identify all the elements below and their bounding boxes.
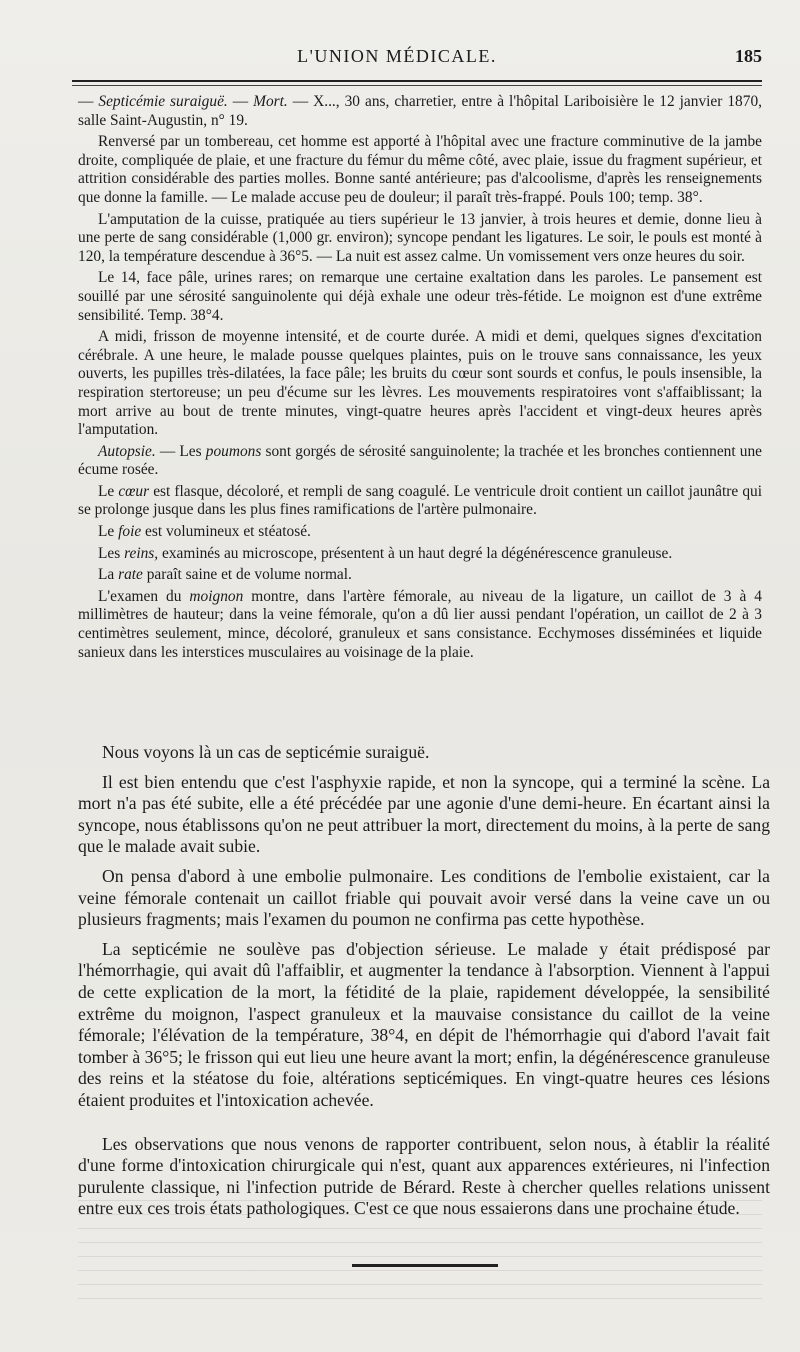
heart-text: est flasque, décoloré, et rempli de sang coagulé. Le ventricule droit contient un caillot jaunâtre qui se prolonge jusque dans les plus fines ramifications de l'artère pulmonaire. [78,482,762,519]
autopsy-stump [78,588,762,662]
discussion-paragraph-1: Nous voyons là un cas de septicémie suraiguë. [102,742,430,762]
autopsy-kidneys [78,545,762,564]
discussion-conclusion: Les observations que nous venons de rapporter contribuent, selon nous, à établir la réalité d'une forme d'intoxication chirurgicale qui n'est, quant aux apparences extérieures, ni l'infection purulente classique, ni l'infection putride de Bérard. Reste à chercher quelles relations unissent entre eux ces trois états pathologiques. C'est ce que nous essaierons dans une prochaine étude. [78,1133,770,1219]
autopsy-heart [78,483,762,520]
page-number: 185 [735,46,762,66]
header-rule-thin [72,85,762,86]
closing-rule [352,1264,498,1267]
page-header [72,46,762,80]
organ-heart: cœur [118,482,150,500]
spleen-text: paraît saine et de volume normal. [142,566,352,584]
heading-separator: — [227,93,254,110]
heart-pre: Le [98,482,119,500]
running-title: L'UNION MÉDICALE. [297,46,497,66]
organ-stump: moignon [189,587,244,605]
case-title: Septicémie suraiguë. [98,93,228,110]
autopsy-lungs [78,443,762,480]
case-paragraph-death: A midi, frisson de moyenne intensité, et de courte durée. A midi et demi, quelques signes d'excitation cérébrale. A une heure, le malade pousse quelques plaintes, puis on le trouve sans connaissance, les yeux ouverts, les pupilles très-dilatées, la face pâle; les bruits du cœur sont sourds et confus, le pouls insensible, la respiration stertoreuse; un peu d'écume sur les lèvres. Les mouvements respiratoires vont s'affaiblissant; la mort arrive au bout de trente minutes, vingt-quatre heures après l'accident et vingt-deux heures après l'amputation. [78,328,762,439]
kidneys-pre: Les [98,544,125,562]
stump-pre: L'examen du [98,587,190,605]
autopsy-liver [78,523,762,542]
organ-lungs: poumons [205,442,262,460]
liver-pre: Le [98,523,119,541]
spleen-pre: La [98,566,119,584]
discussion-paragraph-3: On pensa d'abord à une embolie pulmonaire. Les conditions de l'embolie existaient, car la veine fémorale contenait un caillot friable qui pouvait avoir versé dans la veine cave un ou plusieurs fragments; mais l'examen du poumon ne confirma pas cette hypothèse. [78,865,770,930]
heading-dash: — [78,93,99,110]
autopsy-lungs-text: sont gorgés de sérosité sanguinolente; la trachée et les bronches contiennent une écume rosée. [78,442,762,479]
case-paragraph-day14: Le 14, face pâle, urines rares; on remarque une certaine exaltation dans les paroles. Le pansement est souillé par une sérosité sanguinolente qui déjà exhale une odeur très-fétide. Le moignon est d'une extrême sensibilité. Temp. 38°4. [78,269,762,324]
organ-spleen: rate [118,566,143,584]
case-outcome: Mort. [253,93,288,110]
autopsy-label: Autopsie. [98,442,156,460]
discussion-paragraph-4: La septicémie ne soulève pas d'objection sérieuse. Le malade y était prédisposé par l'hémorrhagie, qui avait dû l'affaiblir, et augmenter la tendance à l'absorption. Viennent à l'appui de cette explication de la mort, la fétidité de la plaie, rapidement développée, la sensibilité extrême du moignon, l'aspect granuleux et la mauvaise consistance du caillot de la veine fémorale; l'élévation de la température, 38°4, en dépit de l'hémorrhagie qui d'abord l'avait fait tomber à 36°5; le frisson qui eut lieu une heure avant la mort; enfin, la dégénérescence granuleuse des reins et la stéatose du foie, altérations septicémiques. En vingt-quatre heures ces lésions étaient produites et l'intoxication achevée. [78,938,770,1110]
discussion-paragraph-2: Il est bien entendu que c'est l'asphyxie rapide, et non la syncope, qui a terminé la scène. La mort n'a pas été subite, elle a été précédée par une agonie d'une demi-heure. En écartant ainsi la syncope, nous établissons qu'on ne peut attribuer la mort, directement du moins, à la perte de sang que le malade avait subie. [78,771,770,857]
stump-text: montre, dans l'artère fémorale, au niveau de la ligature, un caillot de 3 à 4 millimètres de hauteur; dans la veine fémorale, qu'on a dû lier aussi pendant l'opération, un caillot de 2 à 3 centimètres seulement, mince, décoloré, granuleux et sans consistance. Ecchymoses disséminées et liquide sanieux dans les interstices musculaires au voisinage de la plaie. [78,587,762,661]
kidneys-text: examinés au microscope, présentent à un haut degré la dégénérescence granuleuse. [158,544,673,562]
liver-text: est volumineux et stéatosé. [141,523,311,541]
case-patient: — X..., 30 ans, charretier, entre à l'hôpital Lariboisière le 12 janvier 1870, salle Saint-Augustin, n° 19. [78,93,762,129]
case-paragraph-history: Renversé par un tombereau, cet homme est apporté à l'hôpital avec une fracture comminutive de la jambe droite, compliquée de plaie, et une fracture du fémur du même côté, avec plaie, issue du fragment supérieur, et attrition considérable des parties molles. Bonne santé antérieure; pas d'alcoolisme, d'après les renseignements que donne la famille. — Le malade accuse peu de douleur; il paraît très-frappé. Pouls 100; temp. 38°. [78,133,762,206]
autopsy-dash: — Les [155,442,206,460]
header-rule-thick [72,80,762,82]
case-report [78,93,762,665]
discussion-section [78,742,770,1228]
case-paragraph-amputation: L'amputation de la cuisse, pratiquée au tiers supérieur le 13 janvier, à trois heures et demie, donne lieu à une perte de sang considérable (1,000 gr. environ); syncope pendant les ligatures. Le soir, le pouls est monté à 120, la température descendue à 36°5. — La nuit est assez calme. Un vomissement vers onze heures du soir. [78,210,762,265]
autopsy-spleen [78,566,762,585]
organ-kidneys: reins, [124,544,159,562]
bleed-through-texture [78,1200,762,1310]
case-heading [78,93,762,130]
organ-liver: foie [118,523,142,541]
